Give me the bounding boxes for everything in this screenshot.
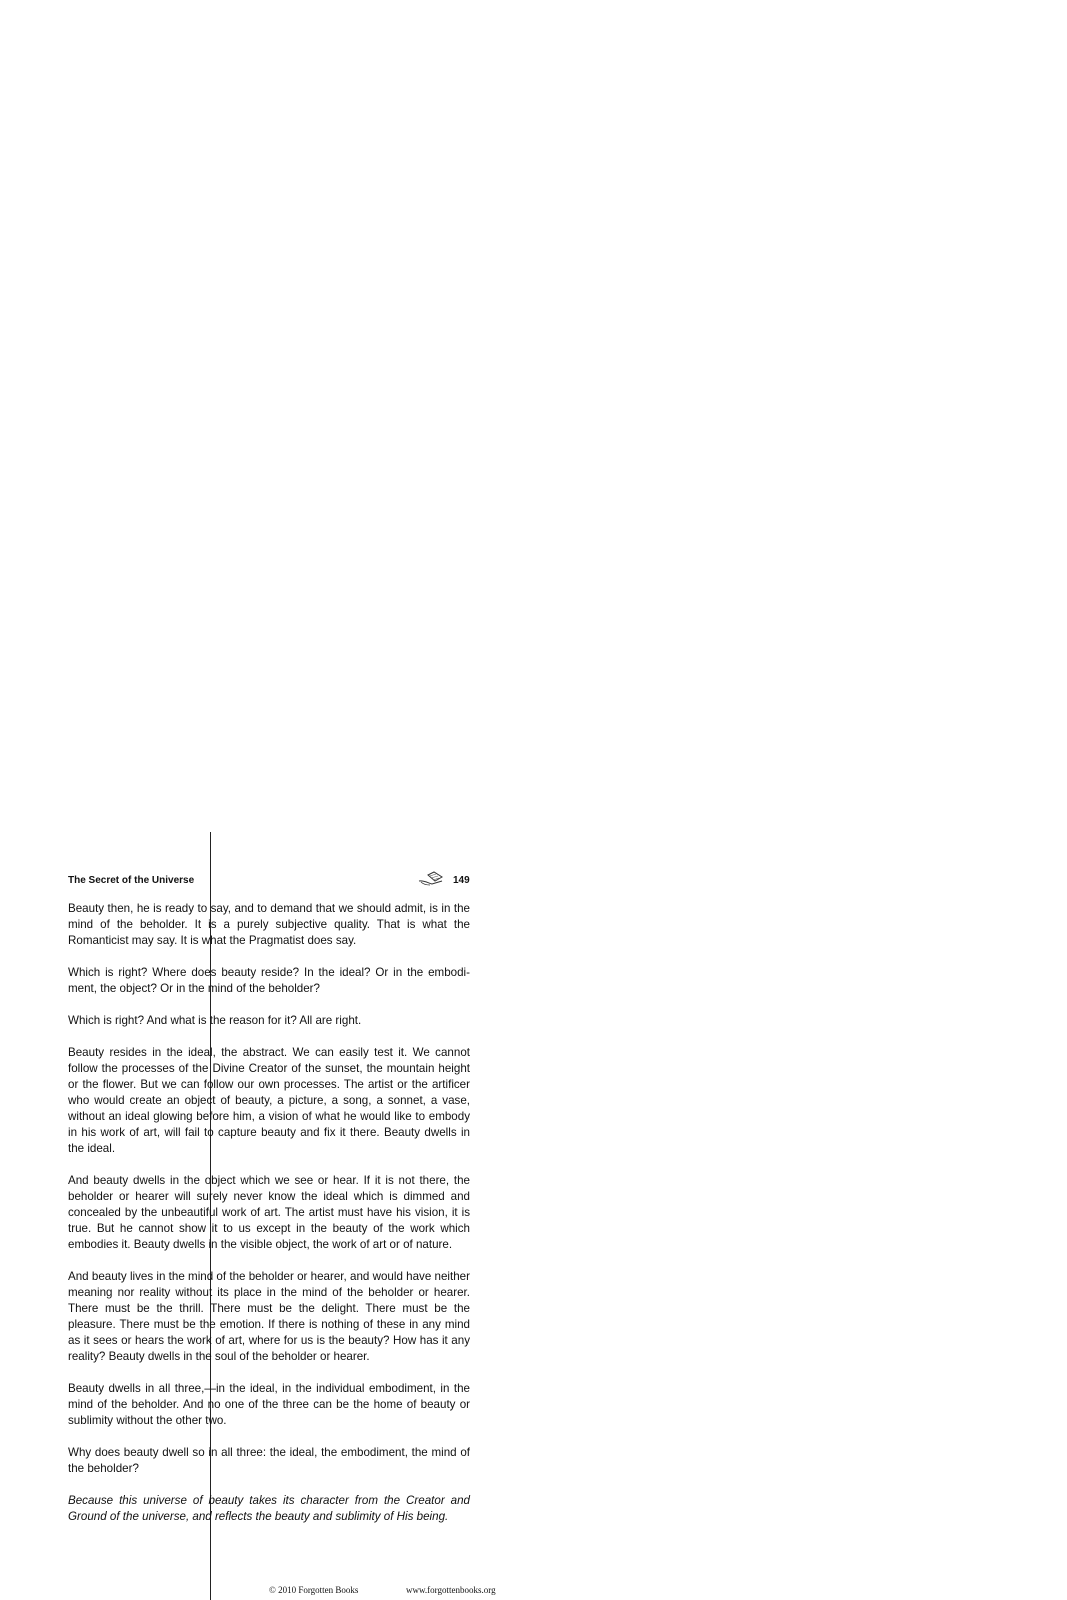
running-header-title: The Secret of the Universe: [68, 875, 195, 886]
paragraph: Which is right? And what is the reason for it? All are right.: [68, 1014, 362, 1027]
page-number: 149: [453, 875, 470, 886]
paragraph: Beauty resides in the ideal, the abstract. We can easily test it. We cannot follow the processes of the Divine Creator of the sunset, the mountain height or the flower. But we can follow our own processes. The artist or the artificer who would create an object of beauty, a picture, a song, a sonnet, a vase, without an ideal glowing before him, a vision of what he would like to embody in his work of art, will fail to capture beauty and fix it there. Beauty dwells in the ideal.: [68, 1046, 470, 1155]
closing-italic-paragraph: Because this universe of beauty takes its character from the Creator and Ground of the universe, and reflects the beauty and sublimity of His being.: [68, 1494, 470, 1523]
footer-website: www.forgottenbooks.org: [406, 1585, 496, 1595]
body-text: [68, 901, 470, 1541]
paragraph: And beauty dwells in the object which we see or hear. If it is not there, the beholder or hearer will surely never know the ideal which is dimmed and concealed by the unbeautiful work of art. The artist must have his vision, it is true. But he cannot show it to us except in the beauty of the work which embodies it. Beauty dwells in the visible object, the work of art or of nature.: [68, 1174, 470, 1251]
paragraph: Beauty dwells in all three,—in the ideal, in the individual embodiment, in the mind of the beholder. And no one of the three can be the home of beauty or sublimity without the other two.: [68, 1382, 470, 1427]
paragraph: Beauty then, he is ready to say, and to demand that we should admit, is in the mind of the beholder. It is a purely subjective quality. That is what the Romanticist may say. It is what the Pragmatist does say.: [68, 902, 470, 947]
footer-copyright: © 2010 Forgotten Books: [269, 1585, 359, 1595]
paragraph: Why does beauty dwell so in all three: the ideal, the embodiment, the mind of the beholder?: [68, 1446, 470, 1475]
paragraph: And beauty lives in the mind of the beholder or hearer, and would have neither meaning nor reality without its place in the mind of the beholder or hearer. There must be the thrill. There must be the delight. There must be the pleasure. There must be the emotion. If there is nothing of these in any mind as it sees or hears the work of art, where for us is the beauty? How has it any reality? Beauty dwells in the soul of the beholder or hearer.: [68, 1270, 470, 1363]
paragraph: Which is right? Where does beauty reside? In the ideal? Or in the embodi-ment, the object? Or in the mind of the beholder?: [68, 966, 470, 995]
